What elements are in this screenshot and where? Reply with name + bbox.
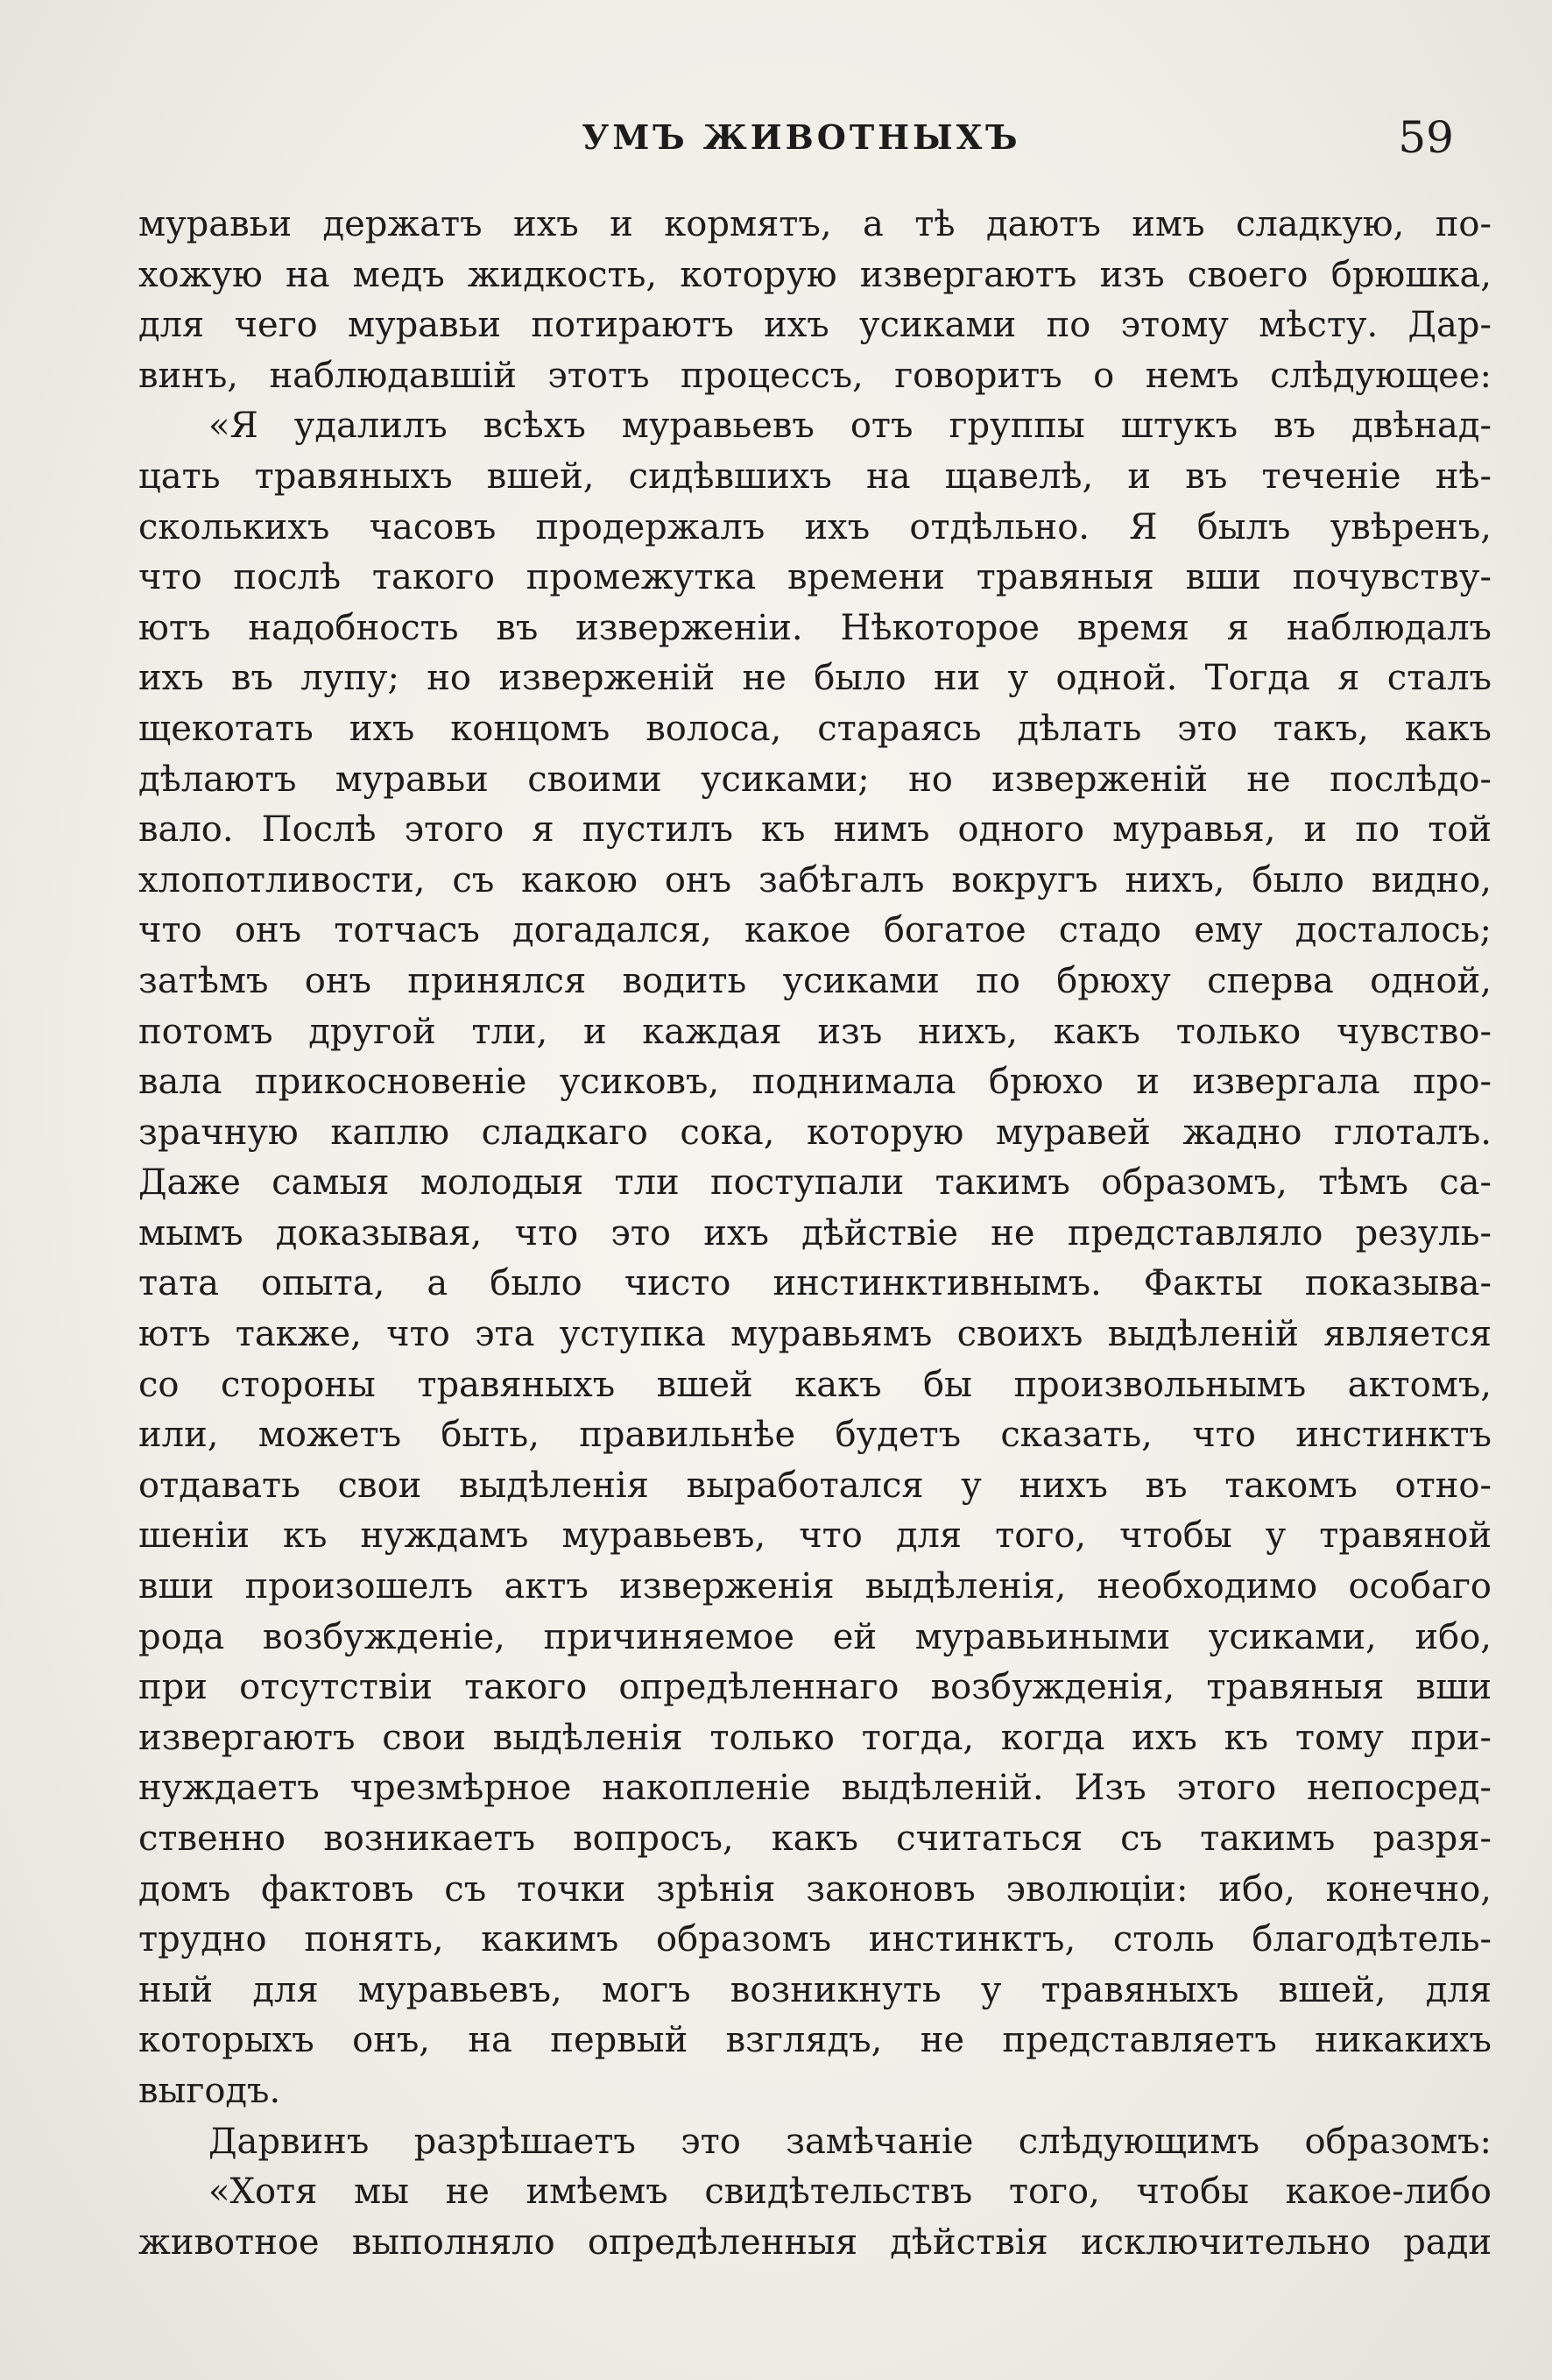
- text-line: Даже самыя молодыя тли поступали такимъ образомъ, тѣмъ са-: [138, 1162, 1492, 1204]
- text-line: хожую на медъ жидкость, которую извергаютъ изъ своего брюшка,: [138, 254, 1492, 295]
- text-line: ютъ также, что эта уступка муравьямъ своихъ выдѣленій является: [138, 1314, 1492, 1355]
- text-line: отдавать свои выдѣленія выработался у нихъ въ такомъ отно-: [138, 1465, 1492, 1506]
- text-line: тата опыта, а было чисто инстинктивнымъ. Факты показыва-: [138, 1263, 1492, 1304]
- text-line: для чего муравьи потираютъ ихъ усиками по этому мѣсту. Дар-: [138, 305, 1492, 346]
- page-number: 59: [1398, 112, 1454, 163]
- text-line: шеніи къ нуждамъ муравьевъ, что для того, чтобы у травяной: [138, 1515, 1492, 1557]
- text-line: вши произошелъ актъ изверженія выдѣленія, необходимо особаго: [138, 1566, 1492, 1607]
- text-line: сколькихъ часовъ продержалъ ихъ отдѣльно. Я былъ увѣренъ,: [138, 506, 1492, 547]
- body-text: [138, 200, 1492, 2268]
- text-line: ный для муравьевъ, могъ возникнуть у травяныхъ вшей, для: [138, 1969, 1492, 2010]
- text-line: потомъ другой тли, и каждая изъ нихъ, какъ только чувство-: [138, 1011, 1492, 1052]
- text-line: что онъ тотчасъ догадался, какое богатое стадо ему досталось;: [138, 910, 1492, 951]
- text-line: со стороны травяныхъ вшей какъ бы произвольнымъ актомъ,: [138, 1364, 1492, 1405]
- text-line: затѣмъ онъ принялся водить усиками по брюху сперва одной,: [138, 960, 1492, 1001]
- text-line: вало. Послѣ этого я пустилъ къ нимъ одного муравья, и по той: [138, 809, 1492, 851]
- text-line: домъ фактовъ съ точки зрѣнія законовъ эволюціи: ибо, конечно,: [138, 1868, 1492, 1910]
- text-line: при отсутствіи такого опредѣленнаго возбужденія, травяныя вши: [138, 1667, 1492, 1708]
- text-line: муравьи держатъ ихъ и кормятъ, а тѣ даютъ имъ сладкую, по-: [138, 204, 1492, 244]
- text-line: щекотать ихъ концомъ волоса, стараясь дѣлать это такъ, какъ: [138, 708, 1492, 749]
- text-line: «Хотя мы не имѣемъ свидѣтельствъ того, чтобы какое-либо: [208, 2172, 1492, 2213]
- text-line: хлопотливости, съ какою онъ забѣгалъ вокругъ нихъ, было видно,: [138, 859, 1492, 900]
- text-line: нуждаетъ чрезмѣрное накопленіе выдѣленій. Изъ этого непосред-: [138, 1768, 1492, 1809]
- text-line: дѣлаютъ муравьи своими усиками; но изверженій не послѣдо-: [138, 759, 1492, 800]
- text-line: животное выполняло опредѣленныя дѣйствія исключительно ради: [138, 2221, 1492, 2263]
- running-title: УМЪ ЖИВОТНЫХЪ: [582, 117, 1021, 157]
- text-line: что послѣ такого промежутка времени травяныя вши почувству-: [138, 557, 1492, 598]
- text-line: зрачную каплю сладкаго сока, которую муравей жадно глоталъ.: [138, 1112, 1492, 1153]
- text-line: Дарвинъ разрѣшаетъ это замѣчаніе слѣдующимъ образомъ:: [208, 2121, 1492, 2162]
- text-line: мымъ доказывая, что это ихъ дѣйствіе не представляло резуль-: [138, 1212, 1492, 1254]
- text-line: вала прикосновеніе усиковъ, поднимала брюхо и извергала про-: [138, 1062, 1492, 1103]
- text-line: рода возбужденіе, причиняемое ей муравьиными усиками, ибо,: [138, 1616, 1492, 1657]
- text-line: извергаютъ свои выдѣленія только тогда, когда ихъ къ тому при-: [138, 1717, 1492, 1758]
- text-line: винъ, наблюдавшій этотъ процессъ, говоритъ о немъ слѣдующее:: [138, 355, 1492, 396]
- text-line: ственно возникаетъ вопросъ, какъ считаться съ такимъ разря-: [138, 1819, 1492, 1859]
- text-line: выгодъ.: [138, 2070, 281, 2111]
- running-head: [149, 112, 1454, 165]
- text-line: ютъ надобность въ изверженіи. Нѣкоторое время я наблюдалъ: [138, 607, 1492, 648]
- text-line: или, можетъ быть, правильнѣе будетъ сказать, что инстинктъ: [138, 1415, 1492, 1456]
- text-line: цать травяныхъ вшей, сидѣвшихъ на щавелѣ, и въ теченіе нѣ-: [138, 456, 1492, 497]
- text-line: трудно понять, какимъ образомъ инстинктъ, столь благодѣтель-: [138, 1919, 1492, 1960]
- text-line: ихъ въ лупу; но изверженій не было ни у одной. Тогда я сталъ: [138, 658, 1492, 699]
- text-line: которыхъ онъ, на первый взглядъ, не представляетъ никакихъ: [138, 2020, 1492, 2061]
- text-line: «Я удалилъ всѣхъ муравьевъ отъ группы штукъ въ двѣнад-: [208, 406, 1492, 447]
